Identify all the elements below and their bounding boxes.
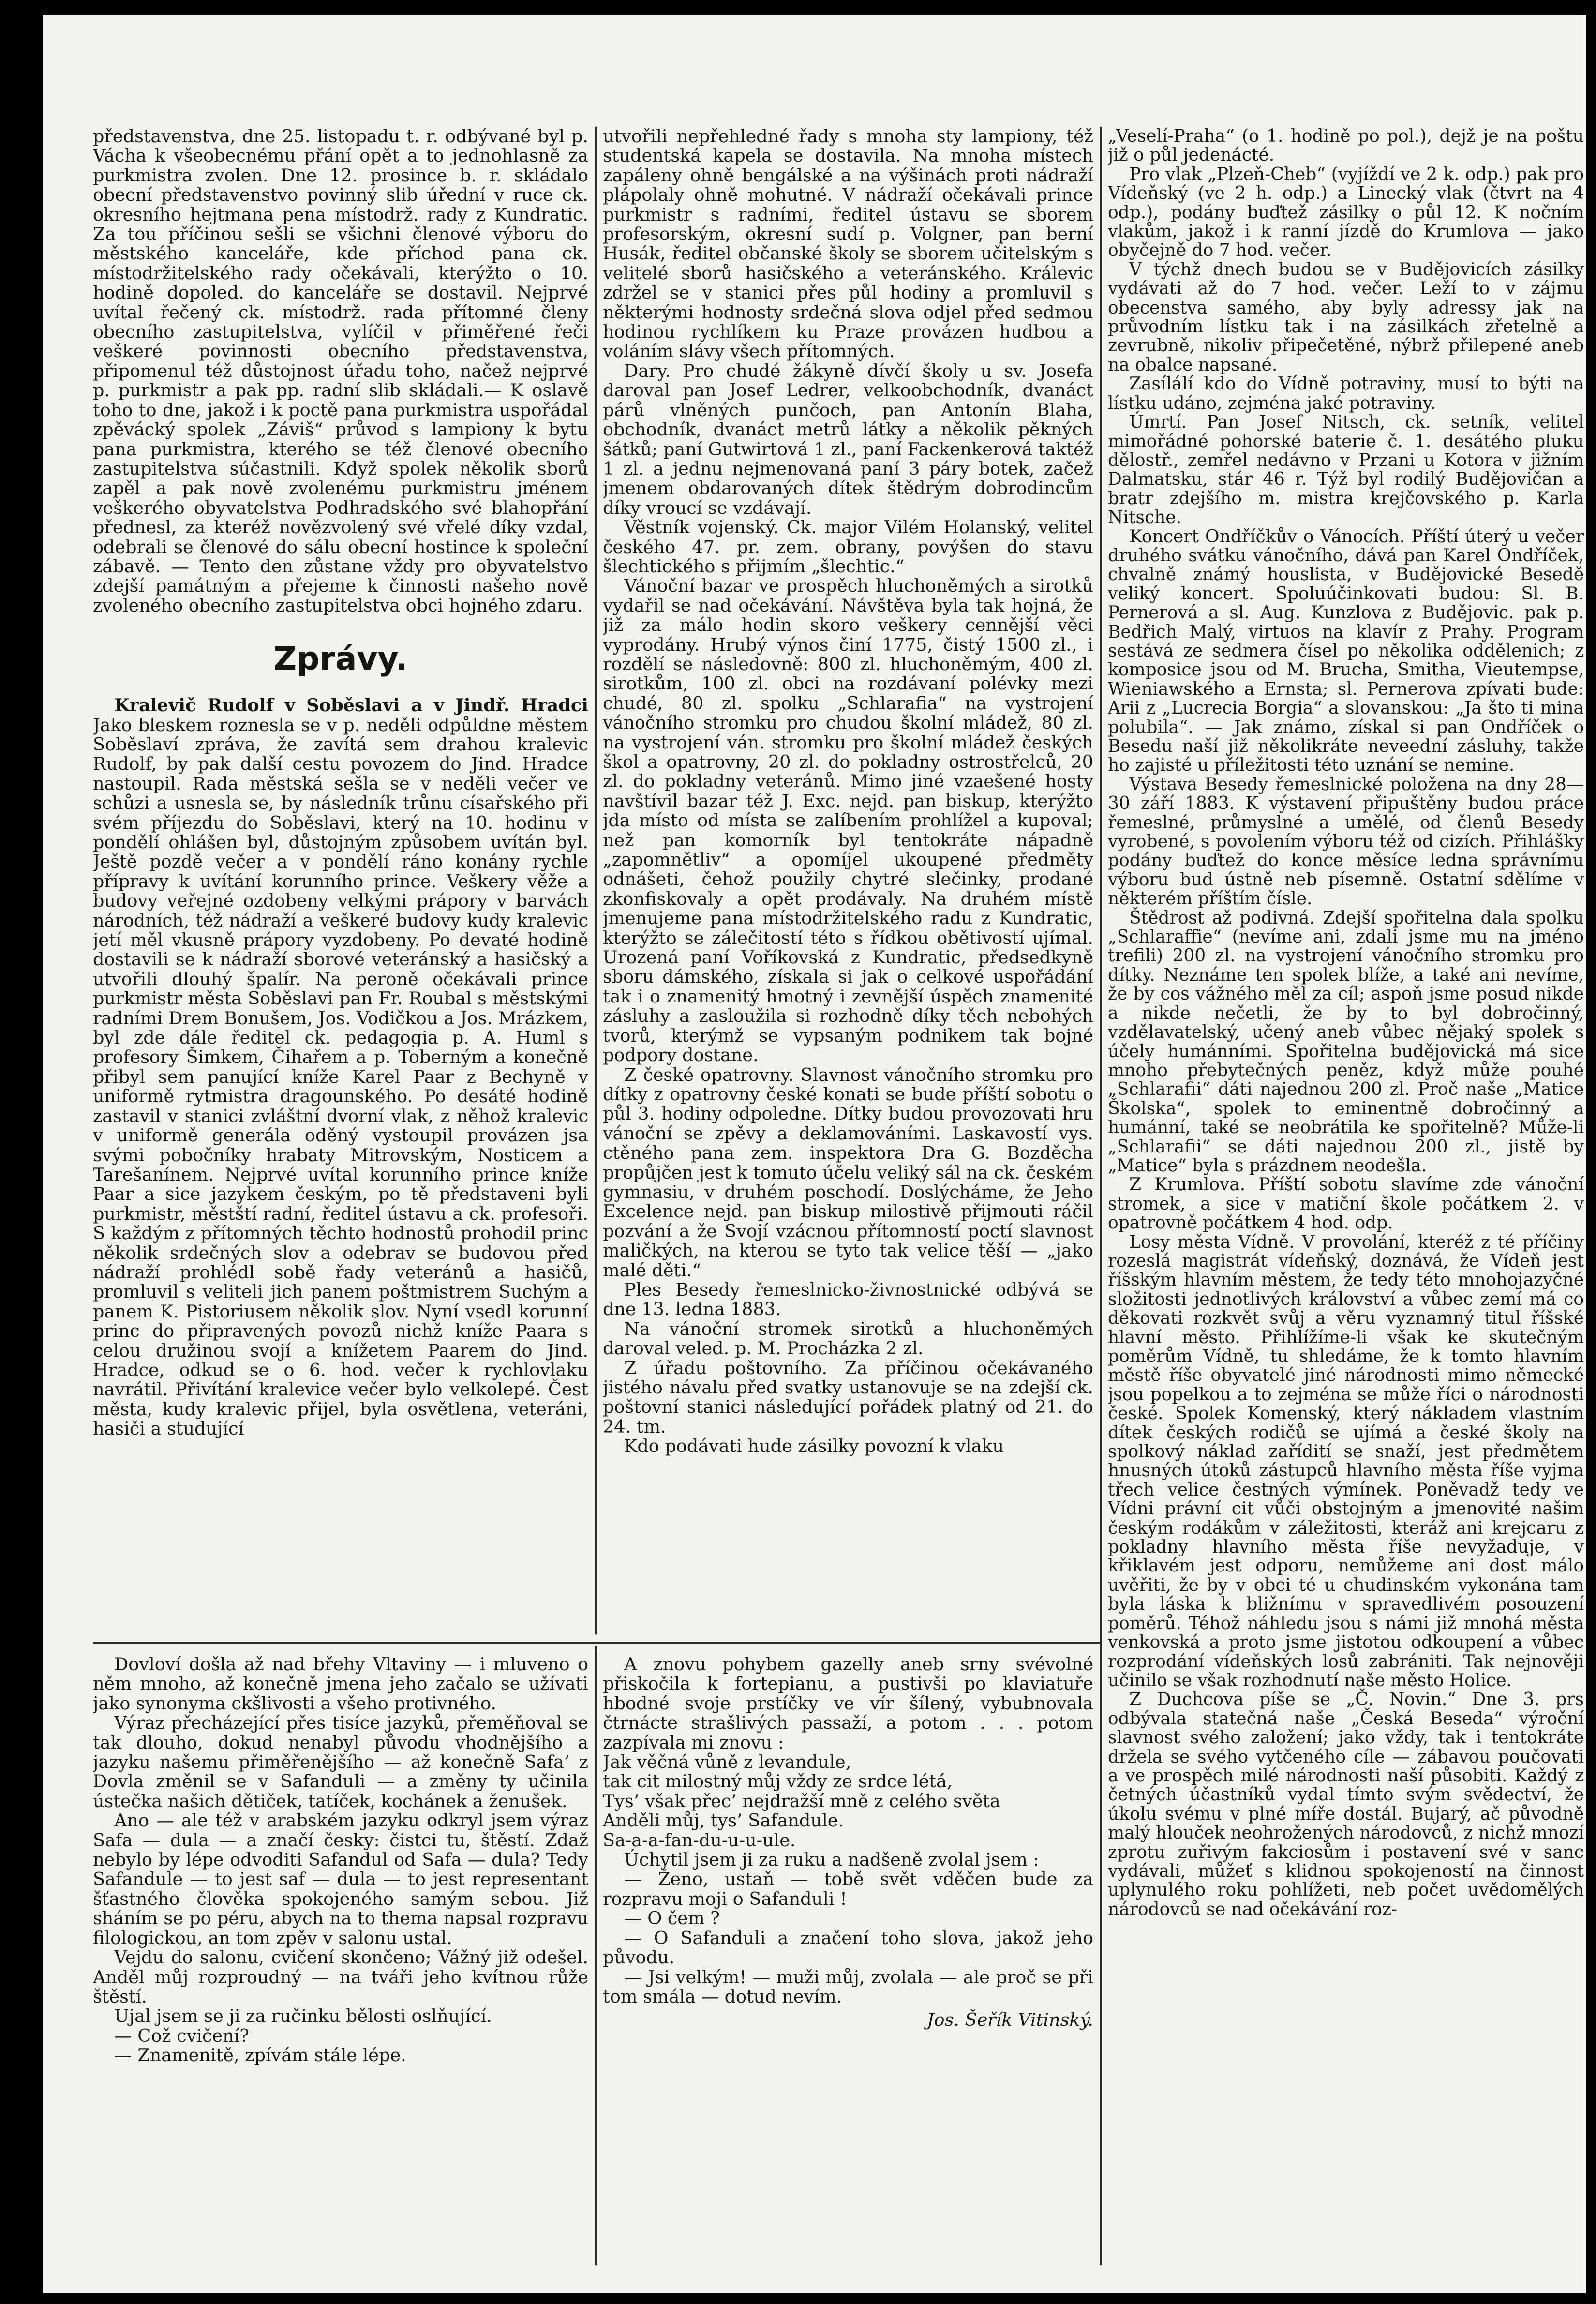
paragraph: Z Duchcova píše se „Č. Novin.“ Dne 3. prs odbývala statečná naše „Česká Beseda“ výroční slavnost svého založení; jako vždy, tak i tentokráte držela se svého vytčeného cíle — zábavou poučovati a ve prospěch milé národnosti naší působiti. Každý z četných účastníků vydal tímto svým svědectví, že úkolu svému v plné míře dostál. Bujarý, ač původně malý hlouček neohrožených národovců, z nichž mnozí zprotu zuřivým fakciosům i postavení své v sanc vydávali, můžeť s klidnou spokojeností na činnost uplynulého roku pohlížeti, neb počet uvědomělých národovců se nad očekávání roz- [1108, 1690, 1584, 1919]
paragraph: — Znamenitě, zpívám stále lépe. [114, 2045, 406, 2066]
paragraph: Věstník vojenský. Ck. major Vilém Holanský, velitel českého 47. pr. zem. obrany, povýšen do stavu šlechtického s přijmím „šlechtic.“ [603, 517, 1093, 577]
feuilleton-right [603, 1655, 1093, 2269]
paragraph: Dovloví došla až nad břehy Vltaviny — i mluveno o něm mnoho, až konečně jmena jeho začalo se užívati jako synonyma ckšlivosti a všeho protivného. [93, 1655, 588, 1714]
paragraph: Z české opatrovny. Slavnost vánočního stromku pro dítky z opatrovny české konati se bude příští sobotu o půl 3. hodiny odpoledne. Dítky budou provozovati hru vánoční se zpěvy a deklamováními. Laskavostí vys. ctěného pana zem. inspektora Dra G. Bozděcha propůjčen jest k tomuto účelu veliký sál na ck. českém gymnasiu, v druhém poschodí. Doslýcháme, že Jeho Excelence nejd. pan biskup milostivě přijmouti ráčil pozvání a že Svojí vzácnou přítomností poctí slavnost maličkých, na kterou se tyto tak velice těší — „jako malé děti.“ [603, 1064, 1093, 1281]
paragraph: Úmrtí. Pan Josef Nitsch, ck. setník, velitel mimořádné pohorské baterie č. 1. desátého pluku dělostř., zemřel nedávno v Przani u Kotora v jižním Dalmatsku, stár 46 r. Týž byl rodilý Budějovičan a bratr zdejšího m. mistra krejčovského p. Karla Nitsche. [1108, 412, 1584, 528]
paragraph: Losy města Vídně. V provolání, kteréž z té příčiny rozeslá magistrát vídeňský, doznává, že Vídeň jest říšským hlavním městem, že tedy této mnohojazyčné složitosti jednotlivých království a vůbec zemí má co děkovati rozkvět svůj a věru vyznamný titul říšské hlavní město. Přihlížíme-li však ke skutečným poměrům Vídně, tu shledáme, že k tomto hlavním městě říše obyvatelé jiné národnosti mimo německé jsou popelkou a to zejména se může říci o národnosti české. Spolek Komenský, který nákladem vlastním dítek českých rodičů se ujímá a české školy na spolkový náklad zařídití se snaží, jest předmětem hnusných útoků zástupců hlavního města říše vyjma třech velice čestných výmínek. Poněvadž tedy ve Vídni právní cit vůči obstojným a jmenovité našim českým rodákům v záležitosti, kteráž ani krejcaru z pokladny hlavního města říše nevyžaduje, v křiklavém jest odporu, nemůžeme ani dost málo uvěřiti, že by v obci té u chudinském vykonána tam byla láska k bližnímu v spravedlivém posouzení poměrů. Téhož náhledu jsou s námi již mnohá města venkovská a proto jsme jistotou odkoupení a vůbec rozprodání vídeňských losů zabrániti. Tak nejnověji učinilo se však rozhodnutí naše město Holice. [1108, 1232, 1584, 1691]
paragraph: utvořili nepřehledné řady s mnoha sty lampiony, též studentská kapela se dostavila. Na mnoha místech zapáleny ohně bengálské a na výšinách proti nádraží plápolaly ohně mohutné. V nádraží očekávali prince purkmistr s radními, ředitel ústavu se sborem profesorským, okresní sudí p. Volgner, pan berní Husák, ředitel občanské školy se sborem učitelským s velitelé sborů hasičského a veteránského. Králevic zdržel se v stanici přes půl hodiny a promluvil s některými hodnosty srdečná slova odjel před sedmou hodinou rychlíkem ku Praze provázen hudbou a voláním slávy všech přítomných. [603, 127, 1093, 362]
paragraph: „Veselí-Praha“ (o 1. hodině po pol.), dejž je na poštu již o půl jedenácté. [1108, 127, 1584, 165]
verse-line: Tys’ však přec’ nejdražší mně z celého světa [603, 1790, 1000, 1811]
verse-line: Jak věčná vůně z levandule, [603, 1751, 851, 1773]
verse-line: tak cit milostný můj vždy ze srdce létá, [603, 1771, 953, 1792]
paragraph: Výstava Besedy řemeslnické položena na dny 28—30 září 1883. K výstavení připuštěny budou práce řemeslné, průmyslné a umělé, od členů Besedy vyrobené, s povolením výboru též od cizích. Přihlášky podány buďtež do konce měsíce ledna správnímu výboru bud ústně neb písemně. Ostatní sdělíme v některém příštím čísle. [1108, 774, 1584, 909]
paragraph: — Což cvičení? [114, 2025, 249, 2046]
paragraph: Kdo podávati hude zásilky povozní k vlaku [624, 1436, 1004, 1457]
column-divider-1 [595, 127, 597, 1634]
feuilleton-rule [93, 1642, 1100, 1644]
feuilleton-divider [595, 1646, 597, 2265]
news-item [93, 696, 588, 1438]
column-2 [603, 127, 1093, 1634]
news-body: Jako bleskem roznesla se v p. neděli odpůldne městem Soběslaví zpráva, že zavítá sem drahou kralevic Rudolf, by pak další cestu povozem do Jind. Hradce nastoupil. Rada městská sešla se v neděli večer ve schůzi a usnesla se, by následník trůnu císařského při svém příjezdu do Soběslavi, který na 10. hodinu v pondělí ohlášen byl, důstojným způsobem uvítán byl. Ještě pozdě večer a v pondělí ráno konány rychle přípravy k uvítání korunního prince. Veškery věže a budovy veřejné ozdobeny velkými prápory v barvách národních, též nádraží a veškeré budovy kudy kralevic jetí měl vkusně prápory vyzdobeny. Po devaté hodině dostavili se k nádraží sborové veteránský a hasičský a utvořili dlouhý špalír. Na peroně očekávali prince purkmistr města Soběslavi pan Fr. Roubal s městskými radními Drem Bonušem, Jos. Vodičkou a Jos. Mrázkem, byl zde dále ředitel ck. pedagogia p. A. Huml s profesory Šimkem, Čihařem a p. Toberným a konečně přibyl sem panující kníže Karel Paar z Bechyně v uniformě rytmistra dragounského. Po desáté hodině zastavil v stanici zvláštní dvorní vlak, z něhož kralevic v uniformě generála oděný vystoupil provázen jsa svými pobočníky hrabaty Mitrovským, Nosticem a Tarešanínem. Nejprvé uvítal korunního prince kníže Paar a sice jazykem českým, po tě představeni byli purkmistr, městští radní, ředitel ústavu a ck. profesoři. S každým z přítomných těchto hodnostů prohodil princ několik srdečných slov a odebrav se budovou před nádraží prohlédl sobě řady veteránů a hasičů, promluvil s veliteli jich panem poštmistrem Suchým a panem K. Pistoriusem několik slov. Nyní vsedl korunní princ do připravených povozů nichž kníže Paara s celou družinou svojí a knížetem Paarem do Jind. Hradce, odkud se o 6. hod. večer k rychlovlaku navrátil. Přivítání kralevice večer bylo velkolepé. Čest města, kudy kralevic přijel, byla osvětlena, veteráni, hasiči a studující [93, 714, 588, 1439]
paragraph: A znovu pohybem gazelly aneb srny svévolné přiskočila k fortepianu, a pustivši po klaviatuře hbodné svoje prstíčky ve vír šílený, vybubnovala čtrnácte strašlivých passaží, a potom . . . potom zazpívala mi znovu : [603, 1655, 1093, 1753]
paragraph: Ples Besedy řemeslnicko-živnostnické odbývá se dne 13. ledna 1883. [603, 1279, 1093, 1320]
news-title: Kralevič Rudolf v Soběslavi a v Jindř. Hradci [114, 695, 588, 716]
paragraph: Ujal jsem se ji za ručinku bělosti oslňující. [114, 2005, 492, 2027]
column-3 [1108, 127, 1584, 2270]
column-1 [93, 127, 588, 1634]
feuilleton-left [93, 1655, 588, 2269]
paragraph: — Ženo, ustaň — tobě svět vděčen bude za rozpravu moji o Safanduli ! [603, 1869, 1093, 1909]
section-heading: Zprávy. [273, 640, 408, 678]
column-divider-2 [1100, 127, 1102, 2265]
verse-line: Anděli můj, tys’ Safandule. [603, 1810, 844, 1831]
paragraph: Vánoční bazar ve prospěch hluchoněmých a sirotků vydařil se nad očekávání. Návštěva byla tak hojná, že již za málo hodin skoro veškery cennější věci vyprodány. Hrubý výnos činí 1775, čistý 1500 zl., i rozdělí se následovně: 800 zl. hluchoněmým, 400 zl. sirotkům, 100 zl. obci na rozdávaní polévky mezi chudé, 80 zl. spolku „Schlarafia“ na vystrojení vánočního stromku pro chudou školní mládež, 80 zl. na vystrojení ván. stromku pro školní mládež českých škol a opatrovny, 20 zl. do pokladny ostrostřelců, 20 zl. do pokladny veteránů. Mimo jiné vzaešené hosty navštívil bazar též J. Exc. nejd. pan biskup, kterýžto jda místo od místa se zalíbením prohlížel a kupoval; než pan komorník byl tentokráte nápadně „zapomnětliv“ a opomíjel ukoupené předměty odnášeti, čehož použily chytré slečinky, prodané zkonfiskovaly a opět prodávaly. Na druhém místě jmenujeme pana místodržitelského radu z Kundratic, kterýžto se zálečitostí této s řídkou obětivostí ujímal. Urozená paní Voříkovská z Kundratic, předsedkyně sboru dámského, získala si jak o celkové uspořádání tak i o znamenitý hmotný i zevnější úspěch znamenité zásluhy a zasloužila si rozhodně díky těch nebohých tvorů, kterýmž se vypsaným podnikem tak bojné podpory dostane. [603, 575, 1093, 1066]
paragraph: Úchytil jsem ji za ruku a nadšeně zvolal jsem : [624, 1849, 1039, 1870]
paragraph: Výraz přecházející přes tisíce jazyků, přeměňoval se tak dlouho, dokud nenabyl původu vhodnějšího a jazyku našemu přiměřenějšího — až konečně Safa’ z Dovla změnil se v Safanduli — a změny ty učinila ústečka našich dětiček, tatíček, kochánek a ženušek. [93, 1712, 588, 1811]
paragraph: Pro vlak „Plzeň-Cheb“ (vyjíždí ve 2 k. odp.) pak pro Vídeňský (ve 2 h. odp.) a Linecký vlak (čtvrt na 4 odp.), podány buďtež zásilky o půl 12. K nočním vlakům, jakož i k ranní jízdě do Krumlova — jako obyčejně do 7 hod. večer. [1108, 164, 1584, 261]
intro-paragraph: představenstva, dne 25. listopadu t. r. odbývané byl p. Vácha k všeobecnému přání opět a to jednohlasně za purkmistra zvolen. Dne 12. prosince b. r. skládalo obecní představenstvo povinný slib úřední v ruce ck. okresního hejtmana pena místodrž. rady z Kundratic. Za tou příčinou sešli se všichni členové výboru do městského kanceláře, kde příchod pana ck. místodržitelského rady očekávali, kterýžto o 10. hodině dopoled. do kanceláře se dostavil. Nejprvé uvítal řečený ck. místodrž. rada přítomné členy obecního zastupitelstva, vylíčil v přiměřené řeči veškeré povinnosti obecního představenstva, připomenul též důstojnost úřadu toho, načež nejprvé p. purkmistr a pak pp. radní slib skládali.— K oslavě toho to dne, jakož i k poctě pana purkmistra uspořádal zpěvácký spolek „Záviš“ průvod s lampiony k bytu pana purkmistra, kterého se též členové obecního zastupitelstva súčastnili. Když spolek několik sborů zapěl a pak nově zvolenému purkmistru jménem veškerého obyvatelstva Podhradského své blahopřání přednesl, za kteréž novězvolený své vřelé díky vzdal, odebrali se členové do sálu obecní hostince k společní zábavě. — Tento den zůstane vždy pro obyvatelstvo zdejší památným a přejeme k činnosti našeho nově zvoleného obecního zastupitelstva obci hojného zdaru. [93, 127, 588, 616]
paragraph: Vejdu do salonu, cvičení skončeno; Vážný již odešel. Anděl můj rozproudný — na tváři jeho kvítnou růže štěstí. [93, 1947, 588, 2007]
paragraph: Dary. Pro chudé žákyně dívčí školy u sv. Josefa daroval pan Josef Ledrer, velkoobchodník, dvanáct párů vlněných punčoch, pan Antonín Blaha, obchodník, dvanáct metrů látky a několik pěkných šátků; paní Gutwirtová 1 zl., paní Fackenkerová taktéž 1 zl. a jednu nejmenovaná paní 3 páry botek, začež jmenem obdarovaných dítek štědrým dobrodincům díky vroucí se vzdávají. [603, 360, 1093, 518]
paragraph: — O Safanduli a značení toho slova, jakož jeho původu. [603, 1927, 1093, 1968]
paragraph: — O čem ? [624, 1908, 720, 1929]
paragraph: Na vánoční stromek sirotků a hluchoněmých daroval veled. p. M. Procházka 2 zl. [603, 1318, 1093, 1359]
paragraph: Z úřadu poštovního. Za příčinou očekávaného jistého návalu před svatky ustanovuje se na zdejší ck. poštovní stanici následující pořádek platný od 21. do 24. tm. [603, 1357, 1093, 1437]
author-signature: Jos. Šeřík Vitinský. [926, 2009, 1093, 2031]
paragraph: — Jsi velkým! — muži můj, zvolala — ale proč se při tom smála — dotud nevím. [603, 1966, 1093, 2007]
paragraph: Ano — ale též v arabském jazyku odkryl jsem výraz Safa — dula — a značí česky: čistci tu, štěstí. Zdaž nebylo by lépe odvoditi Safandul od Safa — dula? Tedy Safandule — to jest saf — dula — to jest representant šťastného člověka spokojeného samým sebou. Již sháním se po péru, abych na to thema napsal rozpravu filologickou, an tom zpěv v salonu ustal. [93, 1810, 588, 1948]
paragraph: Z Krumlova. Příští sobotu slavíme zde vánoční stromek, a sice v matiční škole počátkem 2. v opatrovně počátkem 4 hod. odp. [1108, 1175, 1584, 1233]
paragraph: Štědrost až podivná. Zdejší spořitelna dala spolku „Schlaraffie“ (nevíme ani, zdali jsme mu na jméno trefili) 200 zl. na vystrojení vánočního stromku pro dítky. Neznáme ten spolek blíže, a také ani nevíme, že by cos vážného měl za cíl; aspoň jsme posud nikde a nikde nečetli, že by to byl dobročinný, vzdělavatelský, učený aneb vůbec nějaký spolek s účely humánními. Spořitelna budějovická má sice mnoho přebytečných peněz, když může pouhé „Schlarafii“ dáti najednou 200 zl. Proč naše „Matice Školska“, spolek to eminentně dobročinný a humánní, také se neobrátila ke spořitelně? Může-li „Schlarafii“ se dáti najednou 200 zl., jistě by „Matice“ byla s prázdnem neodešla. [1108, 908, 1584, 1176]
verse-line: Sa-a-a-fan-du-u-u-ule. [603, 1829, 796, 1851]
newspaper-page [43, 15, 1586, 2293]
paragraph: Zasílálí kdo do Vídně potraviny, musí to býti na lístku udáno, zejména jaké potraviny. [1108, 374, 1584, 413]
paragraph: V týchž dnech budou se v Budějovicích zásilky vydávati až do 7 hod. večer. Leží to v zájmu obecenstva samého, aby byly adressy jak na průvodním lístku tak i na zásilkách zřetelně a zevrubně, nikoliv připečetěné, nýbrž přilepené aneb na obalce napsané. [1108, 259, 1584, 375]
paragraph: Koncert Ondříčkův o Vánocích. Příští úterý u večer druhého svátku vánočního, dává pan Karel Ondříček, chvalně známý houslista, v Budějovické Besedě veliký koncert. Spoluúčinkovati budou: Sl. B. Pernerová a sl. Aug. Kunzlova z Budějovic. pak p. Bedřich Malý, virtuos na klavír z Prahy. Program sestává ze sedmera čísel po několika oddělenich; z komposice jsou od M. Brucha, Smitha, Vieutempse, Wieniawského a Ernsta; sl. Pernerova zpívati bude: Arii z „Lucrecia Borgia“ a slovanskou: „Ja što ti mina polubila“. — Jak známo, získal si pan Ondříček o Besedu naší již několikráte neveední zásluhy, takže ho zajisté u příležitosti této uznání se nemine. [1108, 526, 1584, 776]
